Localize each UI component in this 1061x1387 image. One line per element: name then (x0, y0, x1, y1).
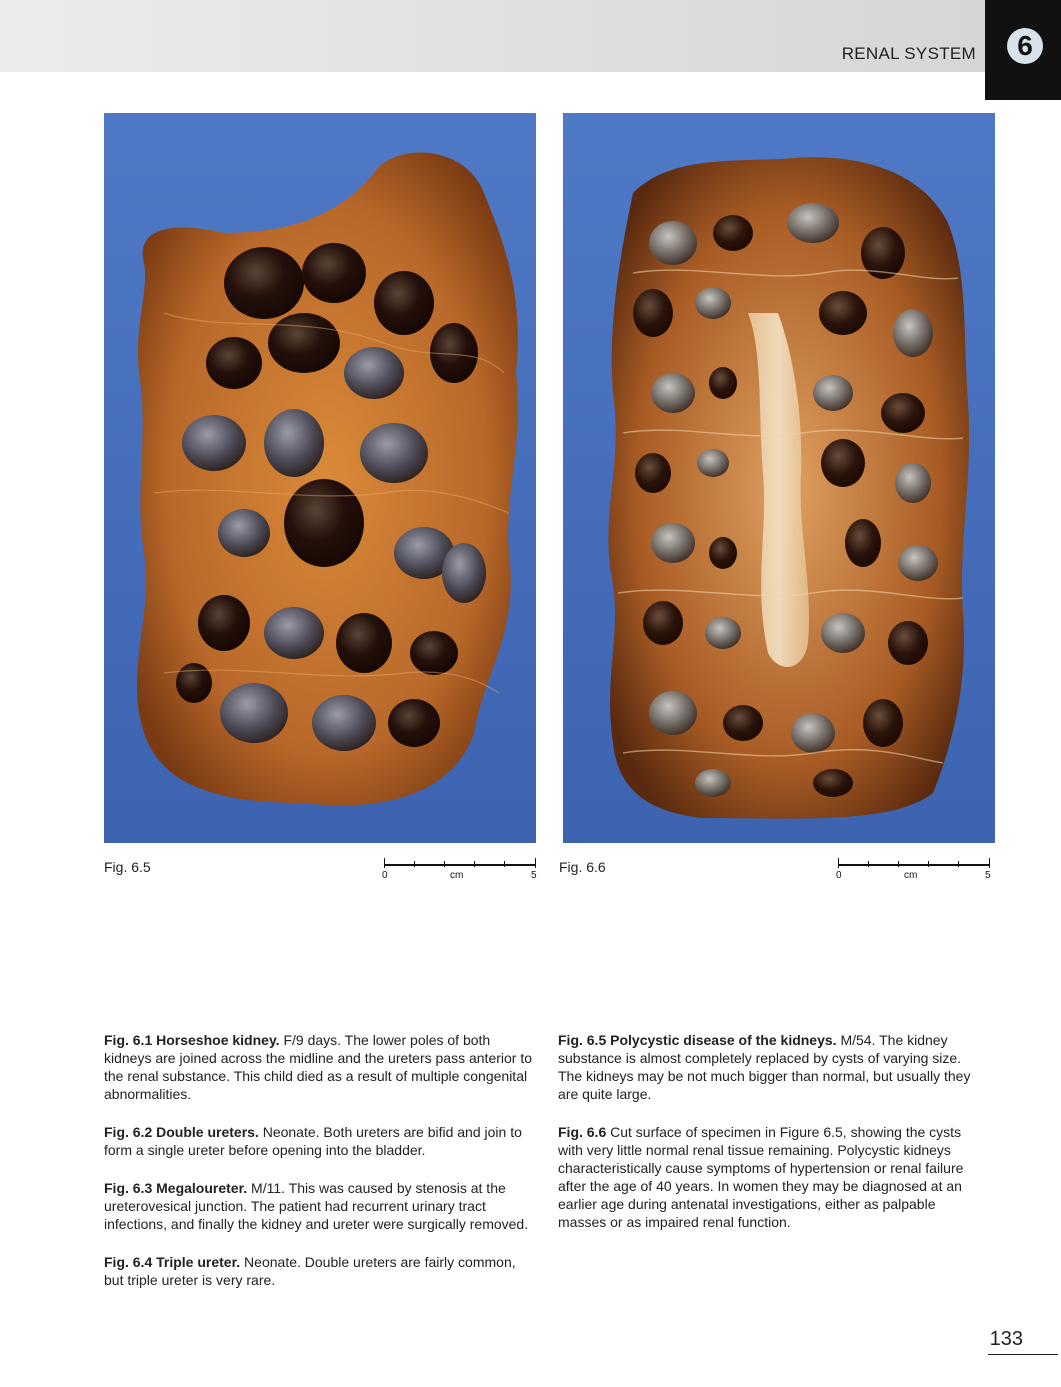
scale-tick (898, 861, 899, 867)
kidney-external-surface-image (104, 113, 536, 843)
caption-fig-6-2 (104, 1123, 536, 1159)
chapter-number-badge: 6 (1007, 28, 1043, 64)
figure-6-5-photo (104, 113, 536, 843)
figure-label-6-6: Fig. 6.6 (559, 859, 606, 875)
scale-start-label: 0 (836, 870, 842, 881)
scale-end-label: 5 (985, 870, 991, 881)
caption-title: Fig. 6.2 Double ureters. (104, 1124, 259, 1140)
caption-title: Fig. 6.1 Horseshoe kidney. (104, 1032, 280, 1048)
caption-fig-6-3 (104, 1179, 536, 1233)
page-number: 133 (989, 1328, 1023, 1350)
scale-tick (414, 861, 415, 867)
scale-line (838, 864, 990, 866)
caption-fig-6-1 (104, 1031, 536, 1103)
scale-tick (384, 858, 385, 868)
page-number-rule (988, 1354, 1058, 1355)
caption-title: Fig. 6.4 Triple ureter. (104, 1254, 241, 1270)
scale-tick (838, 858, 839, 868)
caption-title: Fig. 6.6 (558, 1124, 607, 1140)
scale-tick (535, 858, 536, 868)
section-title: RENAL SYSTEM (841, 44, 976, 63)
scale-unit-label: cm (904, 870, 918, 881)
caption-fig-6-4 (104, 1253, 536, 1289)
caption-text: M/11. This was caused by stenosis at the ureterovesical junction. The patient had recurrent urinary tract infections, and finally the kidney and ureter were surgically removed. (104, 1180, 529, 1232)
running-header-band (0, 0, 985, 72)
scale-unit-label: cm (450, 870, 464, 881)
caption-text: Cut surface of specimen in Figure 6.5, showing the cysts with very little normal renal tissue remaining. Polycystic kidneys characteristically cause symptoms of hypertension or renal failure after the age of 40 years. In women they may be diagnosed at an earlier age during antenatal investigations, either as palpable masses or as impaired renal function. (558, 1124, 964, 1230)
scale-tick (504, 861, 505, 867)
caption-title: Fig. 6.5 Polycystic disease of the kidneys. (558, 1032, 837, 1048)
scale-tick (868, 861, 869, 867)
caption-title: Fig. 6.3 Megaloureter. (104, 1180, 248, 1196)
caption-text: Neonate. Double ureters are fairly common, but triple ureter is very rare. (104, 1254, 516, 1288)
caption-fig-6-5 (558, 1031, 986, 1103)
caption-text: F/9 days. The lower poles of both kidneys are joined across the midline and the ureters pass anterior to the renal substance. This child died as a result of multiple congenital abnormalities. (104, 1032, 533, 1102)
captions-left-column (104, 1031, 536, 1309)
scale-start-label: 0 (382, 870, 388, 881)
figure-label-6-5: Fig. 6.5 (104, 859, 151, 875)
caption-text: M/54. The kidney substance is almost completely replaced by cysts of varying size. The kidneys may be not much bigger than normal, but usually they are quite large. (558, 1032, 971, 1102)
kidney-cut-surface-image (563, 113, 995, 843)
scale-tick (958, 861, 959, 867)
scale-tick (474, 861, 475, 867)
scale-bar-6-6 (838, 856, 998, 890)
scale-bar-6-5 (384, 856, 544, 890)
captions-right-column (558, 1031, 986, 1251)
caption-text: Neonate. Both ureters are bifid and join to form a single ureter before opening into the bladder. (104, 1124, 522, 1158)
caption-fig-6-6 (558, 1123, 986, 1231)
figure-6-6-photo (563, 113, 995, 843)
scale-tick (444, 861, 445, 867)
scale-tick (989, 858, 990, 868)
scale-line (384, 864, 536, 866)
scale-tick (928, 861, 929, 867)
scale-end-label: 5 (531, 870, 537, 881)
